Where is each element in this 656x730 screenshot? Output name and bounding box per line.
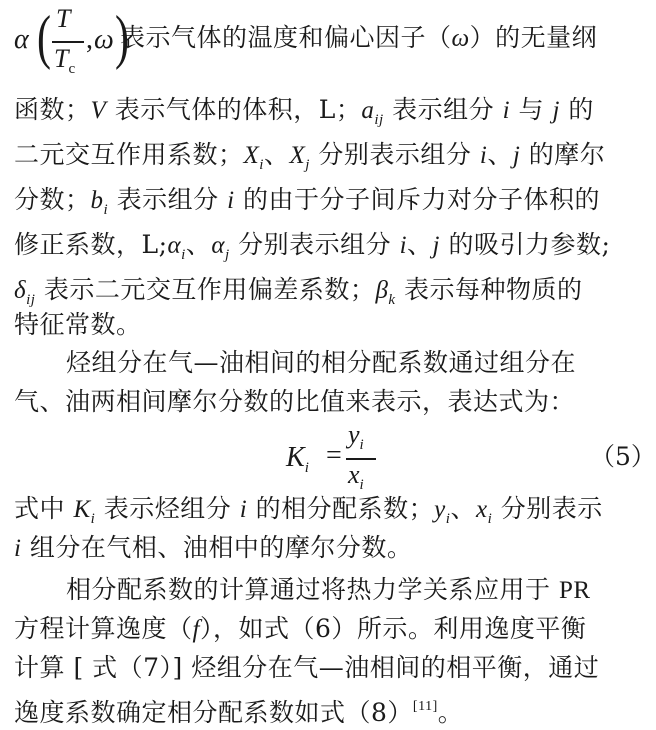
paragraph1-line5: 修正系数，$L;\alpha_i$、$\alpha_j$ 分别表示组分 i、j 的吸引力参数; xyxy=(14,230,611,263)
equation5-number: （5） xyxy=(590,442,656,471)
equation5-numerator: $y_i$ xyxy=(348,420,364,453)
paragraph1-line1: 表示气体的温度和偏心因子（ω）的无量纲 xyxy=(120,23,598,52)
formula-fraction-bar xyxy=(52,41,84,43)
equation5-denominator: $x_i$ xyxy=(348,460,364,493)
paragraph4-line2: 方程计算逸度（f），如式（6）所示。利用逸度平衡 xyxy=(14,614,587,643)
formula-alpha: α xyxy=(14,24,29,55)
formula-denominator: $T_c$ xyxy=(54,44,76,77)
equation5-lhs: $K_i$ xyxy=(286,442,309,476)
paragraph1-line4: 分数；$b_i$ 表示组分 i 的由于分子间斥力对分子体积的 xyxy=(14,185,601,218)
paragraph2-line1: 烃组分在气—油相间的相分配系数通过组分在 xyxy=(66,348,577,377)
paragraph4-line4: 逸度系数确定相分配系数如式（8）[11]。 xyxy=(14,698,464,727)
alpha-function-formula xyxy=(12,2,129,80)
formula-numerator: T xyxy=(56,4,71,33)
paragraph4-line1: 相分配系数的计算通过将热力学关系应用于 PR xyxy=(66,575,591,604)
paragraph1-line6: $\delta_{ij}$ 表示二元交互作用偏差系数；$\beta_k$ 表示每种物质的 xyxy=(14,275,583,308)
paragraph3-line2: i 组分在气相、油相中的摩尔分数。 xyxy=(14,533,413,562)
paragraph1-line7: 特征常数。 xyxy=(14,310,142,339)
paragraph4-line3: 计算 [ 式（7）] 烃组分在气—油相间的相平衡，通过 xyxy=(14,653,600,682)
paragraph2-line2: 气、油两相间摩尔分数的比值来表示，表达式为： xyxy=(14,387,576,416)
equation5-equals: = xyxy=(326,440,342,471)
equation-5 xyxy=(286,420,396,496)
formula-comma: , xyxy=(86,24,93,55)
paragraph1-line2: 函数；V 表示气体的体积，L；$a_{ij}$ 表示组分 i 与 j 的 xyxy=(14,95,594,128)
formula-left-paren: ( xyxy=(36,4,51,70)
citation-ref-11[interactable]: [11] xyxy=(412,699,438,714)
formula-right-paren: ) xyxy=(114,4,129,70)
paragraph3-line1: 式中 $K_i$ 表示烃组分 i 的相分配系数；$y_i$、$x_i$ 分别表示 xyxy=(14,494,603,527)
formula-omega: ω xyxy=(94,24,114,55)
paragraph1-line3: 二元交互作用系数；$X_i$、$X_j$ 分别表示组分 i、j 的摩尔 xyxy=(14,140,606,173)
